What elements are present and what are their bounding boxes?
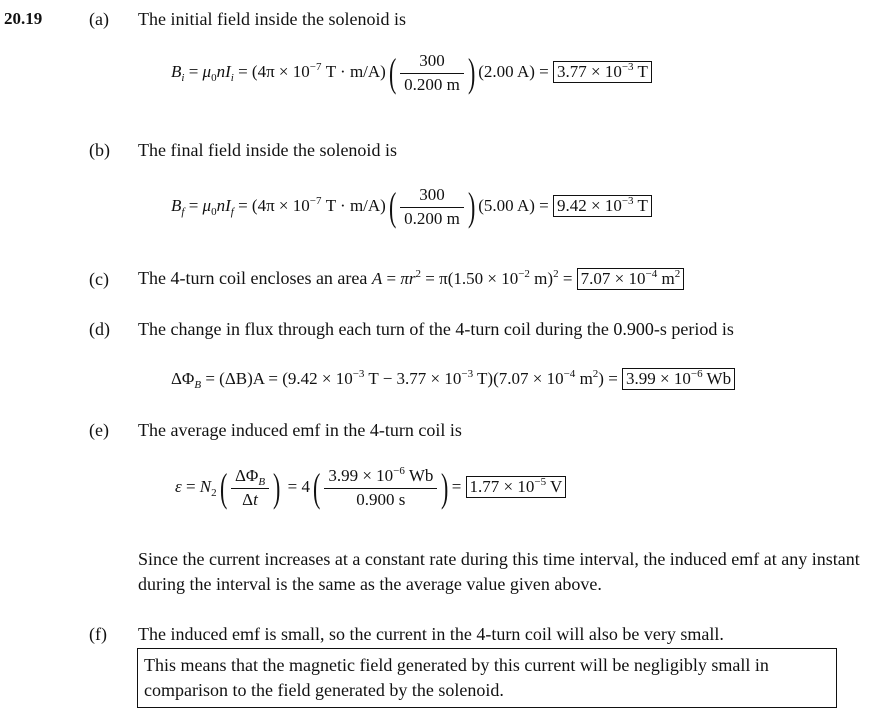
part-b-equation: $B_f = \mu_0nI_f = (4\pi \times 10^{-7}$ T · m/A)( $\frac{300}{0.200 m}$ ) (5.00 $A) = 9.42 \times 10^{-3}$ T	[171, 186, 652, 228]
part-b-label: (b)	[89, 140, 110, 160]
part-e-text: The average induced emf in the 4-turn coil is	[138, 420, 462, 440]
part-d-result: $3.99 \times 10^{-6}$ Wb	[622, 368, 735, 390]
part-e-equation: $\varepsilon = N_2$( $\frac{\Delta\Phi_B}{\Delta t}$ ) = 4( $\frac{3.99 \times 10^{-6} Wb}{0.900 s}$ ) = $1.77 \times 10^{-5}$ V	[175, 467, 566, 509]
part-e-result: $1.77 \times 10^{-5}$ V	[466, 476, 567, 498]
part-d-equation: $\Delta\Phi_B = (\Delta B)A = (9.42 \times 10^{-3}$ $T - 3.77 \times 10^{-3}$ $T)(7.07 \times 10^{-4}$ $m^2) = 3.99 \times 10^{-6}$ Wb	[171, 368, 735, 390]
part-c-result: $7.07 \times 10^{-4}$ $m^2$	[577, 268, 685, 290]
part-f-label: (f)	[89, 624, 107, 644]
problem-number: 20.19	[4, 9, 43, 28]
part-a-equation: $B_i = \mu_0nI_i = (4\pi \times 10^{-7}$ T · m/A)( $\frac{300}{0.200 m}$ ) (2.00 $A) = 3.77 \times 10^{-3}$ T	[171, 52, 652, 94]
part-d-label: (d)	[89, 319, 110, 339]
part-c-equation: $A = \pi r^2 = \pi(1.50 \times 10^{-2}$ $m)^2 = 7.07 \times 10^{-4}$ $m^2$	[372, 269, 684, 288]
part-a-text: The initial field inside the solenoid is	[138, 9, 406, 29]
part-b-result: $9.42 \times 10^{-3}$ T	[553, 195, 652, 217]
part-a-label: (a)	[89, 9, 109, 29]
part-c-text: The 4-turn coil encloses an area	[138, 268, 368, 288]
part-c-line	[138, 268, 684, 290]
part-e-label: (e)	[89, 420, 109, 440]
part-f-text: The induced emf is small, so the current in the 4-turn coil will also be very small.	[138, 624, 724, 644]
part-f-boxed-conclusion: This means that the magnetic field generated by this current will be negligibly small in comparison to the field generated by the solenoid.	[137, 648, 837, 708]
part-a-result: $3.77 \times 10^{-3}$ T	[553, 61, 652, 83]
part-c-label: (c)	[89, 269, 109, 289]
part-b-text: The final field inside the solenoid is	[138, 140, 397, 160]
part-e-note: Since the current increases at a constant rate during this time interval, the induced emf at any instant during the interval is the same as the average value given above.	[138, 549, 860, 594]
part-d-text: The change in flux through each turn of the 4-turn coil during the 0.900-s period is	[138, 319, 734, 339]
